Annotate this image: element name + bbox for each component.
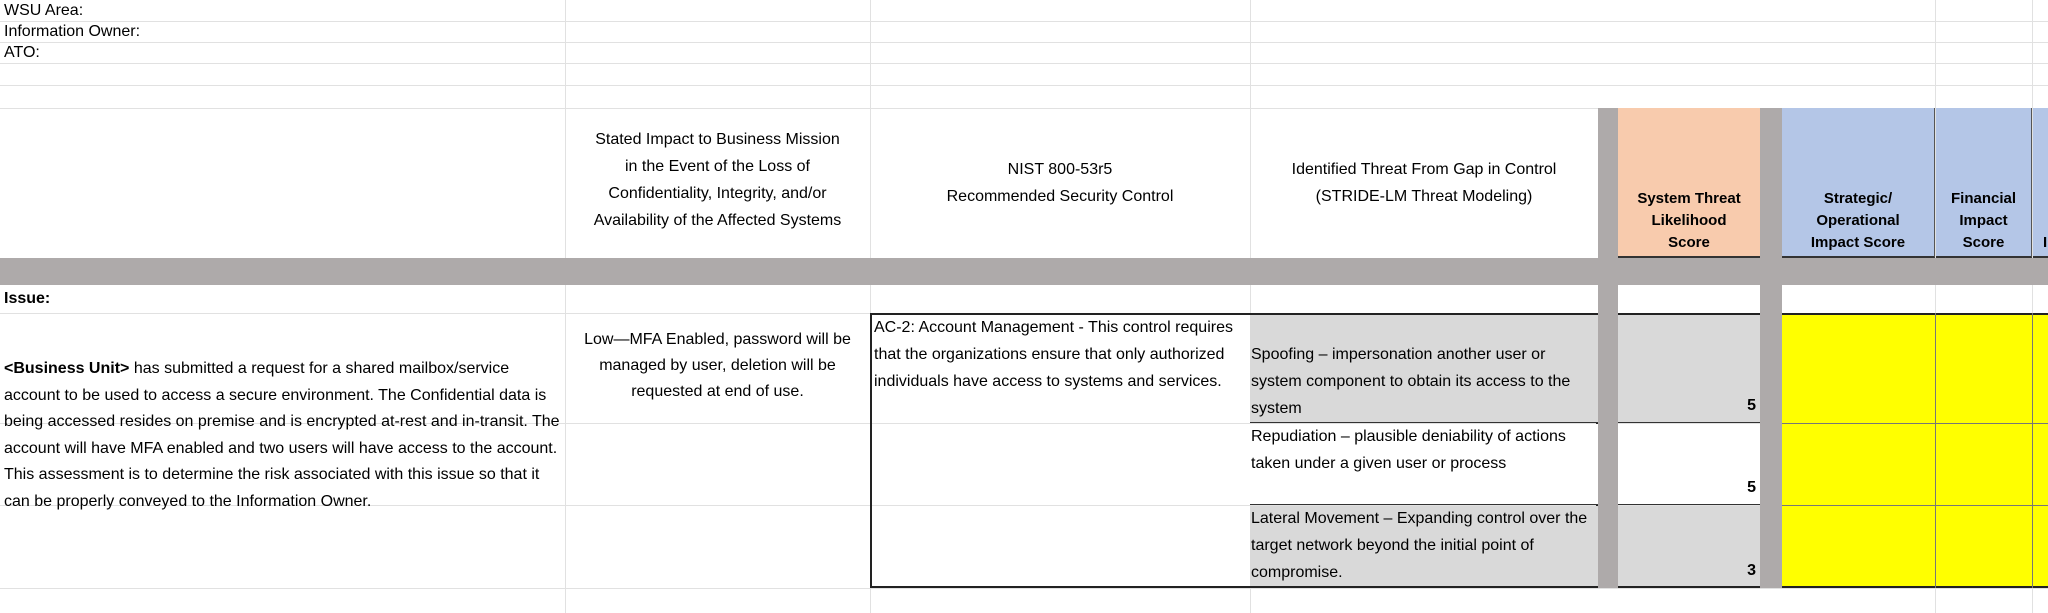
issue-description bbox=[4, 356, 562, 515]
column-separator bbox=[1598, 108, 1618, 588]
strategic-impact-cells[interactable] bbox=[1782, 315, 1935, 586]
header-line: Score bbox=[1668, 234, 1710, 251]
header-line: Impact Score bbox=[1810, 234, 1906, 251]
description-text: has submitted a request for a shared mailbox/service account to be used to access a secure environment. The Confidential data is being accessed resides on premise and is encrypted at-rest and in-transit. The account will have MFA enabled and two users will have access to the account. This assessment is to determine the risk associated with this issue so that it can be properly conveyed to the Information Owner. bbox=[4, 360, 560, 510]
issue-label: Issue: bbox=[4, 290, 51, 307]
nist-header-line: Recommended Security Control bbox=[946, 188, 1174, 205]
impact-header bbox=[565, 126, 870, 234]
likelihood-score: 3 bbox=[1747, 562, 1756, 579]
threat-header bbox=[1250, 156, 1598, 210]
impact-header-line: Stated Impact to Business Mission bbox=[595, 131, 840, 148]
ato-label: ATO: bbox=[4, 44, 40, 61]
nist-header bbox=[870, 156, 1250, 210]
row-separator bbox=[0, 258, 2048, 285]
nist-control: AC-2: Account Management - This control requires that the organizations ensure that only authorized individuals have access to systems and services. bbox=[874, 319, 1233, 390]
impact-header-line: Availability of the Affected Systems bbox=[593, 212, 842, 229]
strategic-impact-header bbox=[1782, 108, 1935, 258]
impact-statement: Low—MFA Enabled, password will be managed by user, deletion will be requested at end of use. bbox=[584, 331, 851, 400]
nist-header-line: NIST 800-53r5 bbox=[1007, 161, 1113, 178]
header-line: Financial bbox=[1950, 190, 2017, 207]
likelihood-score: 5 bbox=[1747, 479, 1756, 496]
header-line: I bbox=[2043, 234, 2048, 251]
cell-border bbox=[2032, 313, 2033, 588]
wsu-area-label: WSU Area: bbox=[4, 2, 84, 19]
header-line: System Threat bbox=[1637, 190, 1741, 207]
likelihood-score: 5 bbox=[1747, 397, 1756, 414]
information-owner-label: Information Owner: bbox=[4, 23, 141, 40]
impact-header-line: Confidentiality, Integrity, and/or bbox=[608, 185, 827, 202]
header-line: Strategic/ bbox=[1823, 190, 1893, 207]
header-line: Impact bbox=[1959, 212, 2008, 229]
header-line: Operational bbox=[1816, 212, 1900, 229]
header-line: Likelihood bbox=[1651, 212, 1727, 229]
financial-impact-header bbox=[1936, 108, 2032, 258]
business-unit: <Business Unit> bbox=[4, 360, 130, 377]
threat-text: Repudiation – plausible deniability of actions taken under a given user or process bbox=[1251, 428, 1566, 472]
header-line: Score bbox=[1962, 234, 2005, 251]
threat-header-line: (STRIDE-LM Threat Modeling) bbox=[1315, 188, 1533, 205]
column-separator bbox=[1760, 108, 1782, 588]
threat-header-line: Identified Threat From Gap in Control bbox=[1291, 161, 1557, 178]
threat-text: Lateral Movement – Expanding control over the target network beyond the initial point of compromise. bbox=[1251, 510, 1588, 581]
next-impact-header bbox=[2033, 108, 2048, 258]
financial-impact-cells[interactable] bbox=[1936, 315, 2032, 586]
likelihood-score-header bbox=[1618, 108, 1760, 258]
threat-text: Spoofing – impersonation another user or system component to obtain its access to the system bbox=[1251, 346, 1571, 417]
impact-header-line: in the Event of the Loss of bbox=[624, 158, 810, 175]
